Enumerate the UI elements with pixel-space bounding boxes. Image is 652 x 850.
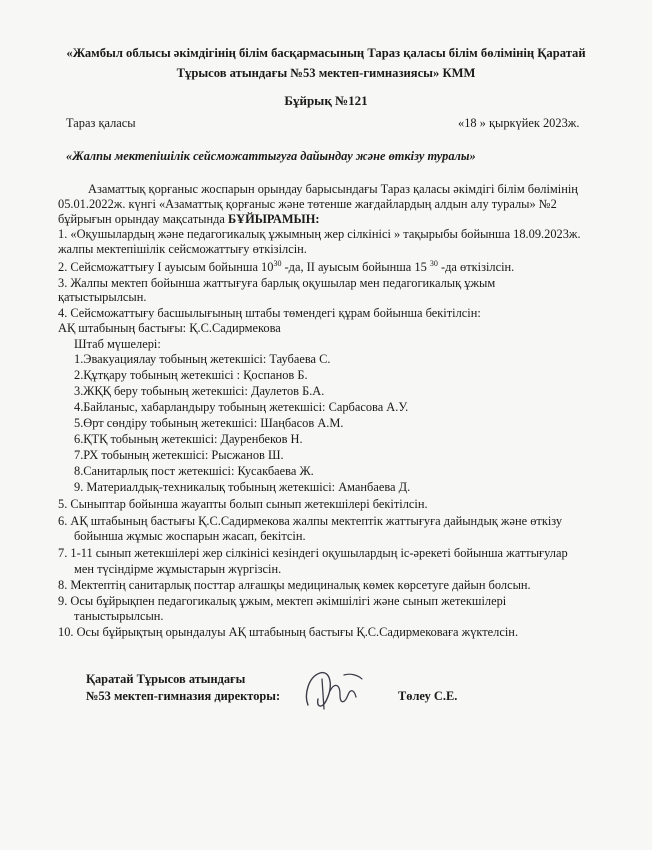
staff-member: 5.Өрт сөндіру тобының жетекшісі: Шаңбасов А.М. (74, 416, 344, 430)
staff-member: 4.Байланыс, хабарландыру тобының жетекшісі: Сарбасова А.У. (74, 400, 409, 414)
item-7-line-1: 7. 1-11 сынып жетекшілері жер сілкінісі кезіндегі оқушылардың іс-әрекеті бойынша жаттығулар (58, 546, 568, 560)
staff-member: 2.Құтқару тобының жетекшісі : Қоспанов Б. (74, 368, 308, 382)
preamble-text: бұйрығын орындау мақсатында (58, 212, 228, 226)
item-7-line-2: мен түсіндірме жұмыстарын жүргізсін. (74, 562, 282, 576)
item-4-line-2: АҚ штабының бастығы: Қ.С.Садирмекова (58, 321, 281, 335)
item-2-part-b: -да, II ауысым бойынша 15 (281, 260, 430, 274)
item-5: 5. Сыныптар бойынша жауапты болып сынып жетекшілері бекітілсін. (58, 497, 428, 511)
staff-member: 9. Материалдық-техникалық тобының жетекшісі: Аманбаева Д. (74, 480, 411, 494)
preamble-line-2: 05.01.2022ж. күнгі «Азаматтық қорғаныс және төтенше жағдайлардың алдын алу туралы» №2 (58, 197, 557, 211)
preamble-line-3 (58, 212, 320, 227)
org-name-line-2: Тұрысов атындағы №53 мектеп-гимназиясы» КММ (176, 66, 476, 80)
staff-member: 7.РХ тобының жетекшісі: Рысжанов Ш. (74, 448, 284, 462)
staff-member: 8.Санитарлық пост жетекшісі: Кусакбаева Ж. (74, 464, 314, 478)
order-keyword: БҰЙЫРАМЫН: (227, 212, 320, 226)
item-9-line-2: таныстырылсын. (74, 609, 164, 623)
order-subject: «Жалпы мектепішілік сейсможаттығуға дайындау және өткізу туралы» (66, 149, 476, 163)
item-9-line-1: 9. Осы бұйрықпен педагогикалық ұжым, мектеп әкімшілігі және сынып жетекшілері (58, 594, 507, 608)
handwritten-signature (300, 665, 370, 720)
staff-member: 1.Эвакуациялау тобының жетекшісі: Таубаева С. (74, 352, 331, 366)
item-1-line-2: жалпы мектепішілік сейсможаттығу өткізілсін. (58, 242, 307, 256)
item-2-sup-1: 30 (273, 259, 282, 268)
item-6-line-2: бойынша жұмыс жоспарын жасап, бекітсін. (74, 529, 306, 543)
signer-name: Төлеу С.Е. (398, 689, 458, 703)
item-2-part-c: -да өткізілсін. (437, 260, 515, 274)
signer-org-line-1: Қаратай Тұрысов атындағы (86, 672, 246, 686)
item-8: 8. Мектептің санитарлық посттар алғашқы медициналық көмек көрсетуге дайын болсын. (58, 578, 531, 592)
order-title: Бұйрық №121 (284, 93, 368, 108)
item-10: 10. Осы бұйрықтың орындалуы АҚ штабының бастығы Қ.С.Садирмековаға жүктелсін. (58, 625, 519, 639)
item-3-line-1: 3. Жалпы мектеп бойынша жаттығуға барлық оқушылар мен педагогикалық ұжым (58, 276, 496, 290)
item-2 (58, 260, 514, 275)
item-6-line-1: 6. АҚ штабының бастығы Қ.С.Садирмекова жалпы мектептік жаттығуға дайындық және өткізу (58, 514, 563, 528)
item-4-line-1: 4. Сейсможаттығу басшылығының штабы төмендегі құрам бойынша бекітілсін: (58, 306, 481, 320)
staff-title: Штаб мүшелері: (74, 337, 161, 351)
item-1-line-1: 1. «Оқушылардың және педагогикалық ұжымның жер сілкінісі » тақырыбы бойынша 18.09.2023ж. (58, 227, 581, 241)
org-name-line-1: «Жамбыл облысы әкімдігінің білім басқармасының Тараз қаласы білім бөлімінің Қаратай (66, 46, 586, 60)
staff-member: 6.ҚТҚ тобының жетекшісі: Дауренбеков Н. (74, 432, 303, 446)
item-2-part-a: 2. Сейсможаттығу I ауысым бойынша 10 (58, 260, 274, 274)
signer-org-line-2: №53 мектеп-гимназия директоры: (86, 689, 281, 703)
preamble-line-1: Азаматтық қорғаныс жоспарын орындау барысындағы Тараз қаласы әкімдігі білім бөлімінің (88, 182, 578, 196)
city: Тараз қаласы (66, 116, 136, 130)
item-2-sup-2: 30 (429, 259, 438, 268)
staff-member: 3.ЖҚҚ беру тобының жетекшісі: Даулетов Б.А. (74, 384, 325, 398)
order-date: «18 » қыркүйек 2023ж. (458, 116, 580, 130)
item-3-line-2: қатыстырылсын. (58, 290, 147, 304)
